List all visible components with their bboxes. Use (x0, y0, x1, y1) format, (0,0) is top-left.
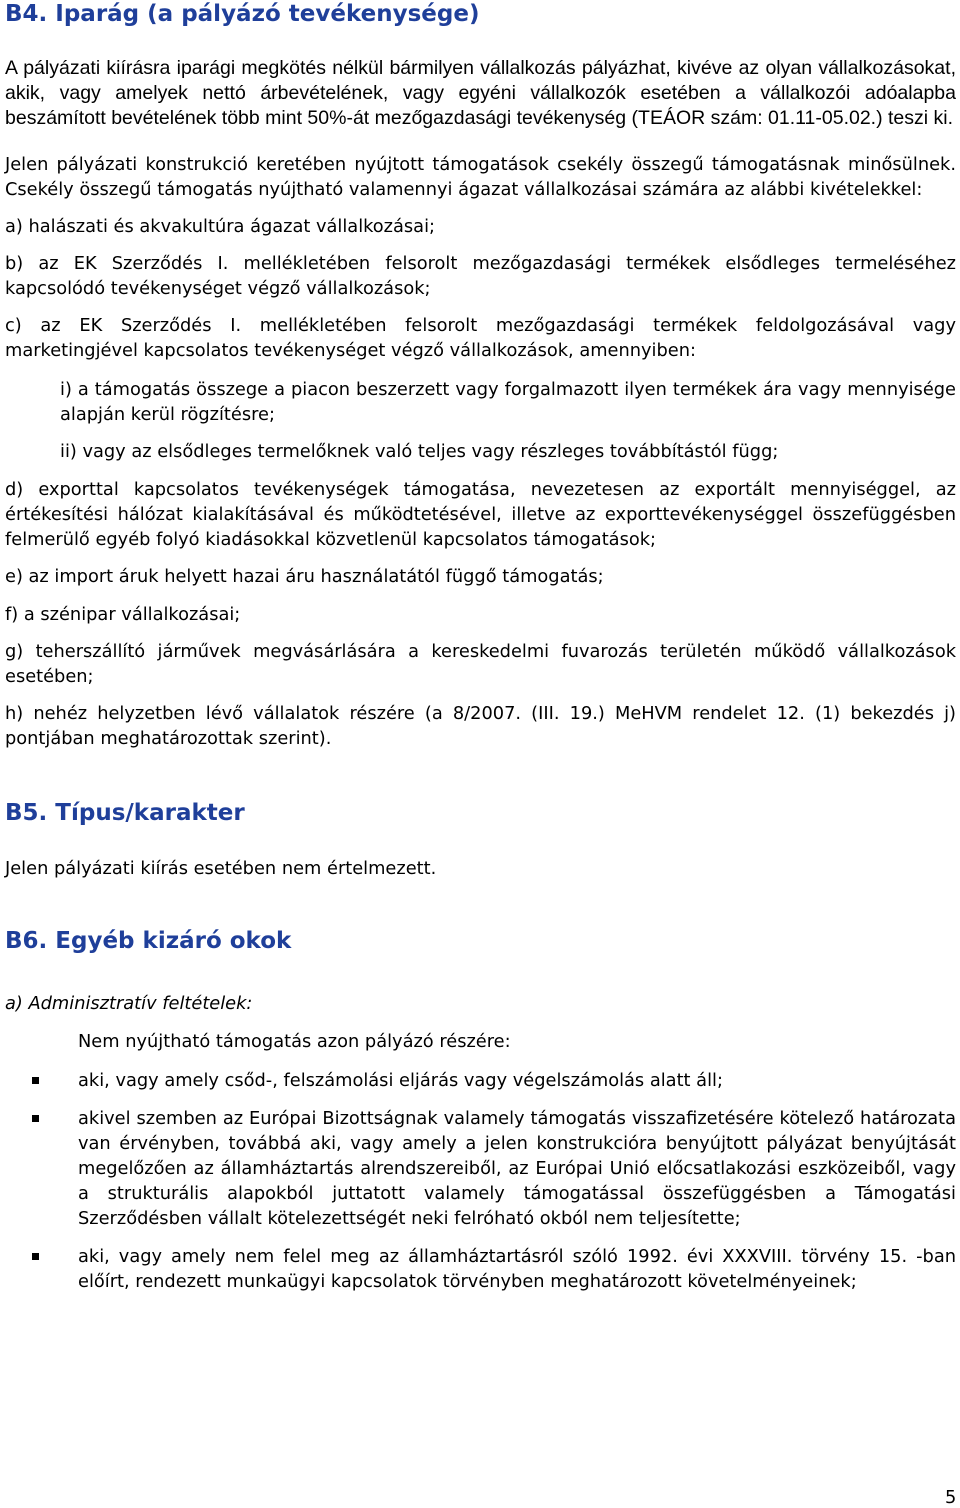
b4-item-c-ii: ii) vagy az elsődleges termelőknek való teljes vagy részleges továbbítástól függ; (60, 441, 779, 462)
square-bullet-icon (32, 1077, 39, 1084)
b5-text: Jelen pályázati kiírás esetében nem értelmezett. (5, 858, 437, 879)
section-heading-b5: B5. Típus/karakter (5, 800, 245, 826)
square-bullet-icon (32, 1253, 39, 1260)
b6-lead: Nem nyújtható támogatás azon pályázó részére: (78, 1031, 511, 1052)
page-number: 5 (945, 1487, 957, 1508)
b6-bullet-text: aki, vagy amely csőd-, felszámolási eljárás vagy végelszámolás alatt áll; (78, 1070, 723, 1091)
b4-konstrukcio-paragraph: Jelen pályázati konstrukció keretében nyújtott támogatások csekély összegű támogatásnak minősülnek. Csekély összegű támogatás nyújtható valamennyi ágazat vállalkozásai számára az alábbi kivételekkel: (5, 154, 956, 200)
b4-item-e: e) az import áruk helyett hazai áru használatától függő támogatás; (5, 566, 604, 587)
square-bullet-icon (32, 1115, 39, 1122)
section-heading-b4: B4. Iparág (a pályázó tevékenysége) (5, 1, 480, 27)
b4-intro-paragraph: A pályázati kiírásra iparági megkötés nélkül bármilyen vállalkozás pályázhat, kivéve az olyan vállalkozásokat, akik, vagy amelyek nettó árbevételének, vagy egyéni vállalkozók esetében a vállalkozói adóalapba beszámított bevételének több mint 50%-át mezőgazdasági tevékenység (TEÁOR szám: 01.11-05.02.) teszi ki. (5, 57, 956, 129)
b6-bullet-text: aki, vagy amely nem felel meg az államháztartásról szóló 1992. évi XXXVIII. törvény 15. -ban előírt, rendezett munkaügyi kapcsolatok törvényben meghatározott követelményeinek; (78, 1246, 956, 1292)
b4-item-c-i: i) a támogatás összege a piacon beszerzett vagy forgalmazott ilyen termékek ára vagy mennyisége alapján kerül rögzítésre; (60, 379, 956, 425)
section-heading-b6: B6. Egyéb kizáró okok (5, 928, 292, 954)
b6-subheading: a) Adminisztratív feltételek: (5, 993, 253, 1014)
b6-bullet-item (78, 1068, 956, 1093)
b4-item-h: h) nehéz helyzetben lévő vállalatok részére (a 8/2007. (III. 19.) MeHVM rendelet 12. (1) bekezdés j) pontjában meghatározottak szerint). (5, 703, 956, 749)
b4-item-b: b) az EK Szerződés I. mellékletében felsorolt mezőgazdasági termékek elsődleges termeléséhez kapcsolódó tevékenységet végző vállalkozások; (5, 253, 956, 299)
b6-bullet-item (78, 1106, 956, 1231)
b4-item-c: c) az EK Szerződés I. mellékletében felsorolt mezőgazdasági termékek feldolgozásával vagy marketingjével kapcsolatos tevékenységet végző vállalkozások, amennyiben: (5, 315, 956, 361)
b4-item-g: g) teherszállító járművek megvásárlására a kereskedelmi fuvarozás területén működő vállalkozások esetében; (5, 641, 956, 687)
b6-bullet-item (78, 1244, 956, 1294)
document-page (5, 0, 956, 1294)
b4-item-d: d) exporttal kapcsolatos tevékenységek támogatása, nevezetesen az exportált mennyiséggel, az értékesítési hálózat kialakításával és működtetésével, illetve az exporttevékenységgel összefüggésben felmerülő egyéb folyó kiadásokkal közvetlenül kapcsolatos támogatások; (5, 479, 956, 550)
b4-item-a: a) halászati és akvakultúra ágazat vállalkozásai; (5, 216, 436, 237)
b4-item-f: f) a szénipar vállalkozásai; (5, 604, 241, 625)
b6-bullet-text: akivel szemben az Európai Bizottságnak valamely támogatás visszafizetésére kötelező határozata van érvényben, továbbá aki, vagy amely a jelen konstrukcióra benyújtott pályázat benyújtását megelőzően az államháztartás alrendszereiből, az Európai Unió előcsatlakozási eszközeiből, vagy a strukturális alapokból juttatott valamely támogatással összefüggésben a Támogatási Szerződésben vállalt kötelezettségét neki felróható okból nem teljesítette; (78, 1108, 956, 1229)
